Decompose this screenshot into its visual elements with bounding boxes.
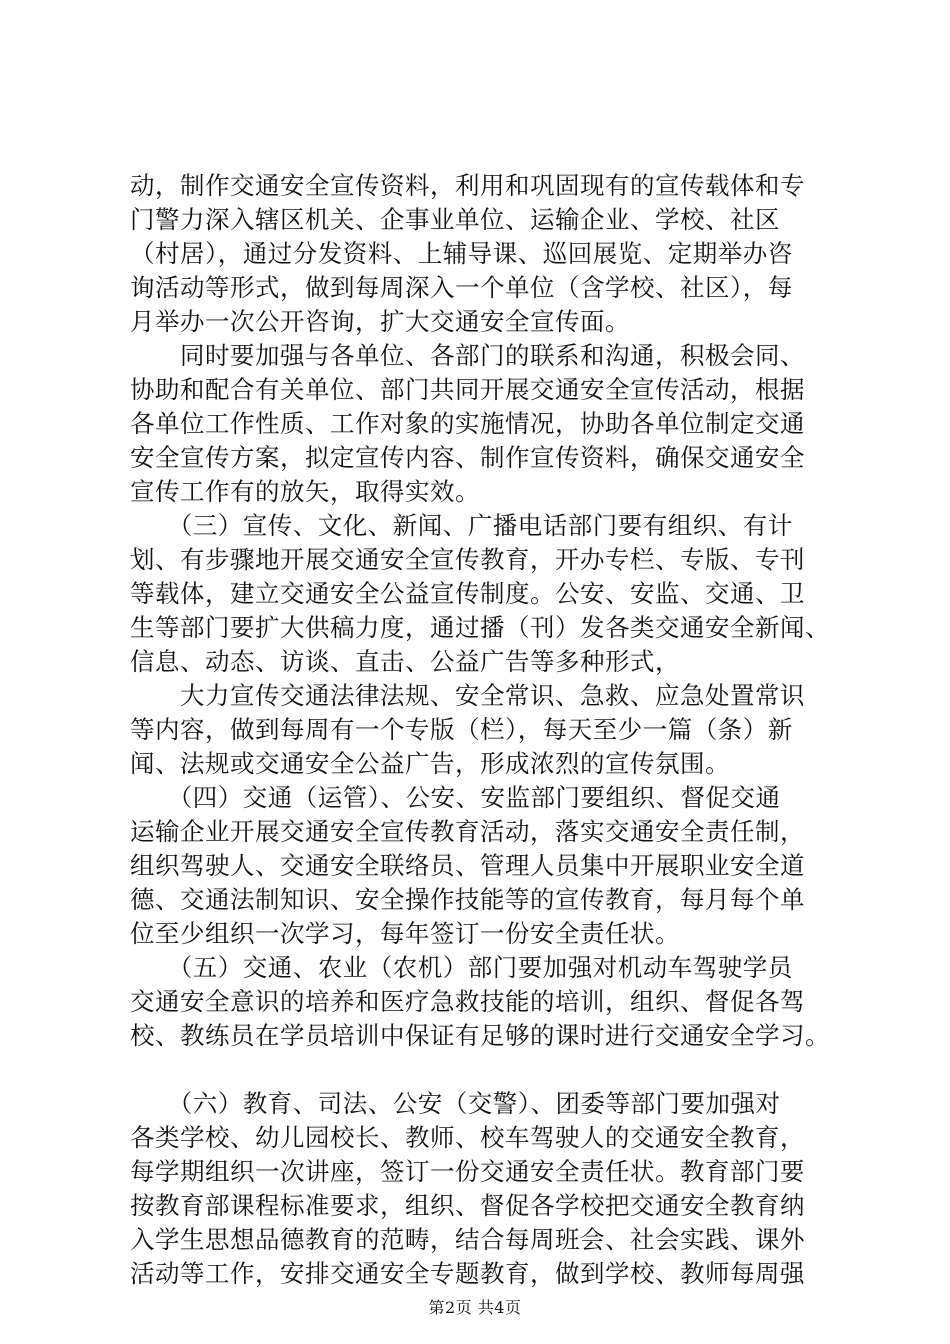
text-line: 各类学校、幼儿园校长、教师、校车驾驶人的交通安全教育， <box>130 1123 805 1152</box>
text-line: 每学期组织一次讲座，签订一份交通安全责任状。教育部门要 <box>130 1157 805 1186</box>
text-line: 组织驾驶人、交通安全联络员、管理人员集中开展职业安全道 <box>130 851 805 880</box>
text-line: 划、有步骤地开展交通安全宣传教育，开办专栏、专版、专刊 <box>130 545 805 574</box>
text-line: 校、教练员在学员培训中保证有足够的课时进行交通安全学习。 <box>130 1021 830 1050</box>
text-line: 生等部门要扩大供稿力度，通过播（刊）发各类交通安全新闻、 <box>130 613 830 642</box>
text-line: 入学生思想品德教育的范畴，结合每周班会、社会实践、课外 <box>130 1225 805 1254</box>
text-line: 运输企业开展交通安全宣传教育活动，落实交通安全责任制， <box>130 817 805 846</box>
text-line: 位至少组织一次学习，每年签订一份安全责任状。 <box>130 919 680 948</box>
text-line: 宣传工作有的放矢，取得实效。 <box>130 477 480 506</box>
text-line: 门警力深入辖区机关、企事业单位、运输企业、学校、社区 <box>130 205 780 234</box>
text-line: 协助和配合有关单位、部门共同开展交通安全宣传活动，根据 <box>130 375 805 404</box>
text-line: 大力宣传交通法律法规、安全常识、急救、应急处置常识 <box>130 681 805 710</box>
text-line: 按教育部课程标准要求，组织、督促各学校把交通安全教育纳 <box>130 1191 805 1220</box>
text-line: 月举办一次公开咨询，扩大交通安全宣传面。 <box>130 307 630 336</box>
text-line: （三）宣传、文化、新闻、广播电话部门要有组织、有计 <box>130 511 793 540</box>
text-line: 信息、动态、访谈、直击、公益广告等多种形式， <box>130 647 680 676</box>
text-line: 德、交通法制知识、安全操作技能等的宣传教育，每月每个单 <box>130 885 805 914</box>
text-line: 询活动等形式，做到每周深入一个单位（含学校、社区），每 <box>130 273 793 302</box>
text-line: 同时要加强与各单位、各部门的联系和沟通，积极会同、 <box>130 341 805 370</box>
text-line: （村居），通过分发资料、上辅导课、巡回展览、定期举办咨 <box>130 239 793 268</box>
text-line: 闻、法规或交通安全公益广告，形成浓烈的宣传氛围。 <box>130 749 730 778</box>
text-line: 等内容，做到每周有一个专版（栏），每天至少一篇（条）新 <box>130 715 793 744</box>
text-line: 交通安全意识的培养和医疗急救技能的培训，组织、督促各驾 <box>130 987 805 1016</box>
text-line: 等载体，建立交通安全公益宣传制度。公安、安监、交通、卫 <box>130 579 805 608</box>
text-line: （四）交通（运管）、公安、安监部门要组织、督促交通 <box>130 783 781 812</box>
text-line: 动，制作交通安全宣传资料，利用和巩固现有的宣传载体和专 <box>130 171 805 200</box>
text-line: 活动等工作，安排交通安全专题教育，做到学校、教师每周强 <box>130 1259 805 1288</box>
text-line: （五）交通、农业（农机）部门要加强对机动车驾驶学员 <box>130 953 793 982</box>
text-line: 各单位工作性质、工作对象的实施情况，协助各单位制定交通 <box>130 409 805 438</box>
text-line: 安全宣传方案，拟定宣传内容、制作宣传资料，确保交通安全 <box>130 443 805 472</box>
page-number-footer: 第2页 共4页 <box>428 1298 522 1317</box>
text-line: （六）教育、司法、公安（交警）、团委等部门要加强对 <box>130 1089 781 1118</box>
